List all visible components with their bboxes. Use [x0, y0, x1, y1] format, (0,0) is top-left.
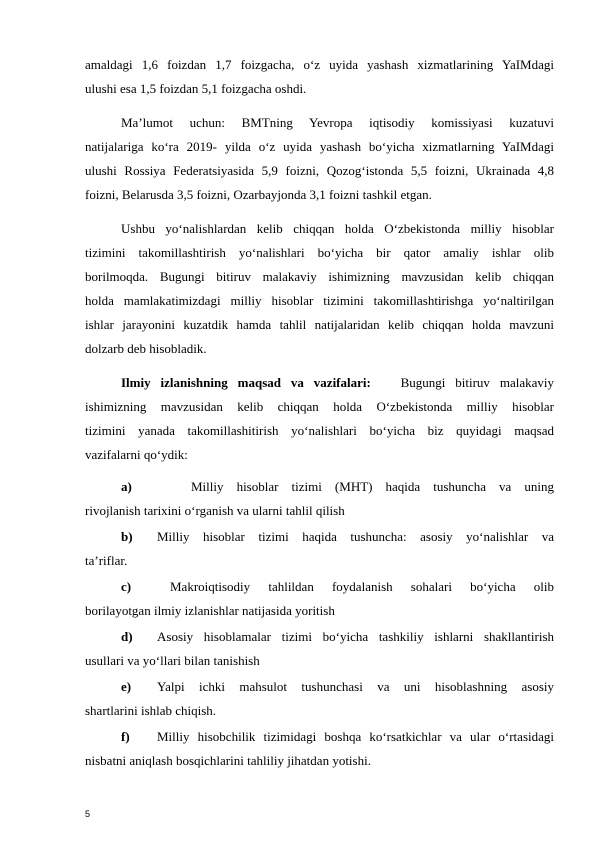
list-item-label: c)	[121, 579, 132, 594]
paragraph-line: holda mamlakatimizdagi milliy hisoblar tizimini takomillashtirishga yo‘naltirilgan	[85, 293, 554, 308]
paragraph-line: tizimini takomillashtirish yo‘nalishlari bo‘yicha bir qator amaliy ishlar olib	[85, 245, 554, 260]
paragraph-line: foizni, Belarusda 3,5 foizni, Ozarbayjonda 3,1 foizni tashkil etgan.	[85, 187, 432, 202]
list-item-text: Milliy hisoblar tizimi (MHT) haqida tushuncha va uning	[191, 479, 554, 494]
paragraph-line: vazifalarni qo‘ydik:	[85, 447, 188, 462]
list-item-text: borilayotgan ilmiy izlanishlar natijasida yoritish	[85, 603, 335, 618]
paragraph-line: ulushi Rossiya Federatsiyasida 5,9 foizni, Qozog‘istonda 5,5 foizni, Ukrainada 4,8	[85, 163, 554, 178]
list-item-label: a)	[121, 479, 132, 494]
paragraph-line: tizimini yanada takomillashitirish yo‘nalishlari bo‘yicha biz quyidagi maqsad	[85, 423, 554, 438]
paragraph-line: natijalariga ko‘ra 2019- yilda o‘z uyida yashash bo‘yicha xizmatlarning YaIMdagi	[85, 139, 554, 154]
list-item-text: rivojlanish tarixini o‘rganish va ularni tahlil qilish	[85, 503, 345, 518]
paragraph-line: ulushi esa 1,5 foizdan 5,1 foizgacha oshdi.	[85, 81, 307, 96]
list-item-text: nisbatni aniqlash bosqichlarini tahliliy jihatdan yotishi.	[85, 753, 371, 768]
heading-continuation: Bugungi bitiruv malakaviy	[400, 375, 554, 390]
list-item-label: f)	[121, 729, 130, 744]
list-item-text: Milliy hisobchilik tizimidagi boshqa ko‘rsatkichlar va ular o‘rtasidagi	[157, 729, 554, 744]
paragraph-line: Ma’lumot uchun: BMTning Yevropa iqtisodiy komissiyasi kuzatuvi	[121, 115, 554, 130]
list-item-text: Yalpi ichki mahsulot tushunchasi va uni hisoblashning asosiy	[157, 679, 554, 694]
page-number: 5	[85, 809, 91, 819]
paragraph-line: ishlar jarayonini kuzatdik hamda tahlil natijalaridan kelib chiqqan holda mavzuni	[85, 317, 554, 332]
section-heading-line	[121, 373, 554, 392]
list-item-text: Makroiqtisodiy tahlildan foydalanish sohalari bo‘yicha olib	[170, 579, 554, 594]
list-item-text: shartlarini ishlab chiqish.	[85, 703, 217, 718]
list-item-text: usullari va yo‘llari bilan tanishish	[85, 653, 260, 668]
list-item-label: e)	[121, 679, 132, 694]
paragraph-line: dolzarb deb hisobladik.	[85, 341, 207, 356]
paragraph-line: ishimizning mavzusidan kelib chiqqan holda O‘zbekistonda milliy hisoblar	[85, 399, 554, 414]
list-item-text: Milliy hisoblar tizimi haqida tushuncha: asosiy yo‘nalishlar va	[157, 529, 554, 544]
paragraph-line: borilmoqda. Bugungi bitiruv malakaviy ishimizning mavzusidan kelib chiqqan	[85, 269, 554, 284]
paragraph-line: amaldagi 1,6 foizdan 1,7 foizgacha, o‘z uyida yashash xizmatlarining YaIMdagi	[85, 57, 554, 72]
list-item-label: b)	[121, 529, 133, 544]
list-item-text: Asosiy hisoblamalar tizimi bo‘yicha tashkiliy ishlarni shakllantirish	[157, 629, 554, 644]
section-heading: Ilmiy izlanishning maqsad va vazifalari:	[121, 375, 371, 390]
list-item-text: ta’riflar.	[85, 553, 128, 568]
list-item-label: d)	[121, 629, 133, 644]
paragraph-line: Ushbu yo‘nalishlardan kelib chiqqan holda O‘zbekistonda milliy hisoblar	[121, 221, 554, 236]
